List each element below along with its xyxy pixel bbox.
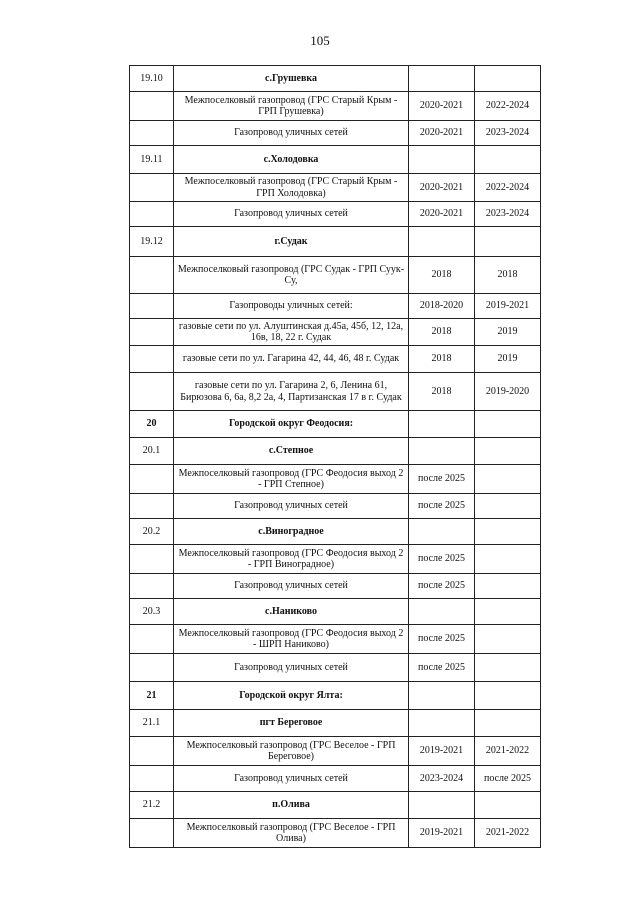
end-date-cell: 2021-2022 [475, 737, 541, 766]
end-date-cell: 2019-2020 [475, 373, 541, 411]
start-date-cell [409, 411, 475, 438]
name-cell: Газопровод уличных сетей [174, 766, 409, 792]
table-row [130, 682, 541, 710]
start-date-cell [409, 710, 475, 737]
name-cell: Межпоселковый газопровод (ГРС Веселое - ГРП Олива) [174, 819, 409, 848]
end-date-cell [475, 710, 541, 737]
num-cell [130, 654, 174, 682]
start-date-cell [409, 599, 475, 625]
name-cell: Газопровод уличных сетей [174, 654, 409, 682]
table-row [130, 519, 541, 545]
table-body [130, 66, 541, 848]
start-date-cell [409, 792, 475, 819]
start-date-cell: 2018 [409, 257, 475, 294]
start-date-cell: после 2025 [409, 654, 475, 682]
start-date-cell: 2020-2021 [409, 92, 475, 121]
num-cell: 21.1 [130, 710, 174, 737]
end-date-cell [475, 438, 541, 465]
num-cell [130, 319, 174, 346]
num-cell [130, 202, 174, 227]
table-row [130, 257, 541, 294]
table-row [130, 792, 541, 819]
table-row [130, 346, 541, 373]
end-date-cell: 2019-2021 [475, 294, 541, 319]
start-date-cell: после 2025 [409, 625, 475, 654]
end-date-cell [475, 465, 541, 494]
end-date-cell [475, 545, 541, 574]
table-row [130, 599, 541, 625]
table-row [130, 654, 541, 682]
start-date-cell: 2020-2021 [409, 202, 475, 227]
name-cell: Межпоселковый газопровод (ГРС Старый Крым - ГРП Грушевка) [174, 92, 409, 121]
end-date-cell [475, 625, 541, 654]
name-cell: Межпоселковый газопровод (ГРС Веселое - ГРП Береговое) [174, 737, 409, 766]
num-cell [130, 373, 174, 411]
table-row [130, 574, 541, 599]
table-row [130, 625, 541, 654]
num-cell: 19.12 [130, 227, 174, 257]
table-row [130, 92, 541, 121]
num-cell [130, 294, 174, 319]
name-cell: Межпоселковый газопровод (ГРС Старый Крым - ГРП Холодовка) [174, 174, 409, 202]
end-date-cell: 2022-2024 [475, 174, 541, 202]
table-row [130, 121, 541, 146]
name-cell: с.Наниково [174, 599, 409, 625]
start-date-cell [409, 438, 475, 465]
start-date-cell: 2018-2020 [409, 294, 475, 319]
name-cell: Межпоселковый газопровод (ГРС Феодосия выход 2 - ГРП Виноградное) [174, 545, 409, 574]
name-cell: Межпоселковый газопровод (ГРС Феодосия выход 2 - ШРП Наниково) [174, 625, 409, 654]
page-number: 105 [310, 33, 330, 48]
table-row [130, 294, 541, 319]
start-date-cell [409, 682, 475, 710]
table-row [130, 766, 541, 792]
end-date-cell [475, 519, 541, 545]
end-date-cell [475, 494, 541, 519]
num-cell [130, 174, 174, 202]
start-date-cell: после 2025 [409, 545, 475, 574]
end-date-cell: после 2025 [475, 766, 541, 792]
end-date-cell: 2019 [475, 346, 541, 373]
name-cell: п.Олива [174, 792, 409, 819]
name-cell: газовые сети по ул. Алуштинская д.45а, 45б, 12, 12а, 16в, 18, 22 г. Судак [174, 319, 409, 346]
num-cell [130, 121, 174, 146]
end-date-cell [475, 792, 541, 819]
table-row [130, 319, 541, 346]
start-date-cell: 2019-2021 [409, 737, 475, 766]
name-cell: с.Грушевка [174, 66, 409, 92]
name-cell: Газопровод уличных сетей [174, 494, 409, 519]
start-date-cell: после 2025 [409, 494, 475, 519]
num-cell [130, 92, 174, 121]
start-date-cell: 2020-2021 [409, 174, 475, 202]
start-date-cell: 2023-2024 [409, 766, 475, 792]
end-date-cell [475, 227, 541, 257]
table-row [130, 465, 541, 494]
start-date-cell [409, 146, 475, 174]
start-date-cell: 2018 [409, 319, 475, 346]
num-cell [130, 819, 174, 848]
end-date-cell: 2023-2024 [475, 121, 541, 146]
num-cell: 20.3 [130, 599, 174, 625]
end-date-cell: 2021-2022 [475, 819, 541, 848]
table-row [130, 146, 541, 174]
table-row [130, 227, 541, 257]
table-row [130, 710, 541, 737]
num-cell [130, 465, 174, 494]
end-date-cell [475, 599, 541, 625]
num-cell [130, 574, 174, 599]
start-date-cell [409, 227, 475, 257]
start-date-cell: после 2025 [409, 574, 475, 599]
num-cell [130, 625, 174, 654]
num-cell: 19.10 [130, 66, 174, 92]
num-cell [130, 766, 174, 792]
name-cell: Межпоселковый газопровод (ГРС Феодосия выход 2 - ГРП Степное) [174, 465, 409, 494]
num-cell [130, 545, 174, 574]
name-cell: с.Степное [174, 438, 409, 465]
name-cell: газовые сети по ул. Гагарина 2, 6, Ленина 61, Бирюзова 6, 6а, 8,2 2а, 4, Партизанская 17 в г. Судак [174, 373, 409, 411]
num-cell: 19.11 [130, 146, 174, 174]
num-cell: 20.2 [130, 519, 174, 545]
name-cell: Газопровод уличных сетей [174, 202, 409, 227]
table-row [130, 438, 541, 465]
start-date-cell: 2018 [409, 346, 475, 373]
name-cell: с.Холодовка [174, 146, 409, 174]
name-cell: Межпоселковый газопровод (ГРС Судак - ГРП Суук-Су, [174, 257, 409, 294]
end-date-cell [475, 66, 541, 92]
name-cell: г.Судак [174, 227, 409, 257]
start-date-cell: 2018 [409, 373, 475, 411]
table-row [130, 494, 541, 519]
start-date-cell: 2019-2021 [409, 819, 475, 848]
name-cell: Городской округ Ялта: [174, 682, 409, 710]
name-cell: с.Виноградное [174, 519, 409, 545]
table-row [130, 202, 541, 227]
num-cell: 21.2 [130, 792, 174, 819]
name-cell: Газопровод уличных сетей [174, 121, 409, 146]
name-cell: пгт Береговое [174, 710, 409, 737]
table-row [130, 66, 541, 92]
end-date-cell [475, 411, 541, 438]
end-date-cell: 2018 [475, 257, 541, 294]
start-date-cell [409, 519, 475, 545]
end-date-cell [475, 574, 541, 599]
num-cell [130, 257, 174, 294]
num-cell: 21 [130, 682, 174, 710]
name-cell: газовые сети по ул. Гагарина 42, 44, 46, 48 г. Судак [174, 346, 409, 373]
end-date-cell [475, 146, 541, 174]
num-cell: 20 [130, 411, 174, 438]
start-date-cell: после 2025 [409, 465, 475, 494]
num-cell [130, 494, 174, 519]
end-date-cell: 2019 [475, 319, 541, 346]
table-row [130, 174, 541, 202]
name-cell: Городской округ Феодосия: [174, 411, 409, 438]
end-date-cell [475, 682, 541, 710]
num-cell [130, 737, 174, 766]
start-date-cell [409, 66, 475, 92]
num-cell: 20.1 [130, 438, 174, 465]
table-row [130, 737, 541, 766]
table-row [130, 411, 541, 438]
end-date-cell [475, 654, 541, 682]
gas-pipeline-table [129, 65, 541, 848]
end-date-cell: 2023-2024 [475, 202, 541, 227]
table-row [130, 545, 541, 574]
table-row [130, 819, 541, 848]
num-cell [130, 346, 174, 373]
start-date-cell: 2020-2021 [409, 121, 475, 146]
end-date-cell: 2022-2024 [475, 92, 541, 121]
name-cell: Газопроводы уличных сетей: [174, 294, 409, 319]
table-row [130, 373, 541, 411]
name-cell: Газопровод уличных сетей [174, 574, 409, 599]
